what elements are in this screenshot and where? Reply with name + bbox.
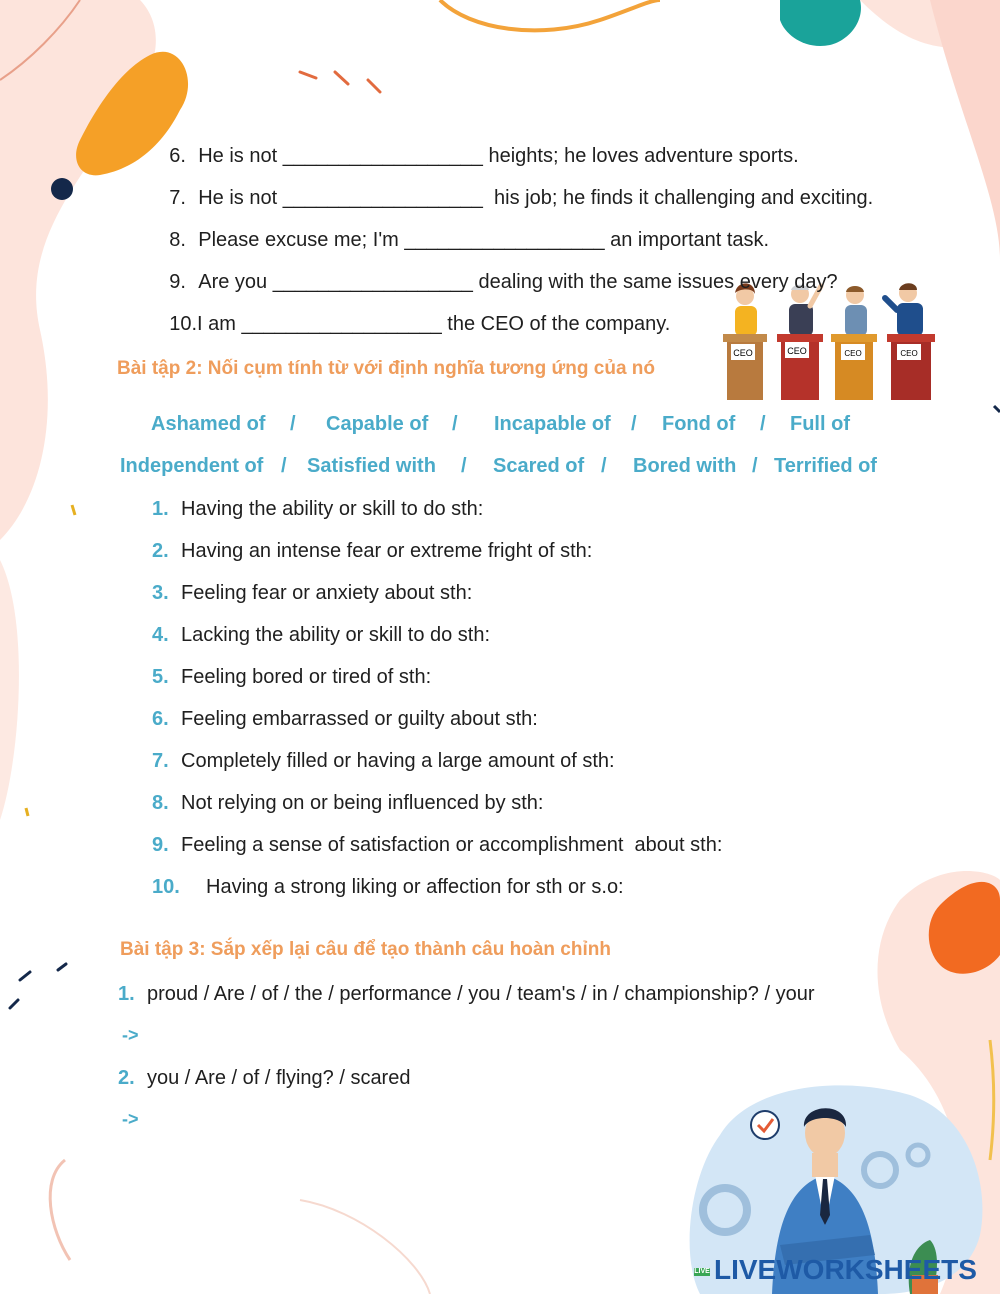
live-badge-icon: LIVE bbox=[694, 1267, 710, 1275]
answer-arrow-1[interactable]: -> bbox=[122, 1025, 139, 1045]
podium-label: CEO bbox=[787, 346, 807, 356]
podium-label: CEO bbox=[844, 349, 862, 358]
definition-text[interactable]: Completely filled or having a large amount of sth: bbox=[181, 750, 615, 772]
exercise3-item-1 bbox=[118, 982, 815, 1006]
option-independent-of: Independent of bbox=[120, 455, 264, 477]
separator: / bbox=[631, 413, 637, 435]
definition-10 bbox=[152, 875, 624, 899]
option-bored-with: Bored with bbox=[633, 455, 737, 477]
definition-text[interactable]: Feeling embarrassed or guilty about sth: bbox=[181, 708, 538, 730]
definition-number: 5. bbox=[152, 666, 169, 688]
podium-label: CEO bbox=[733, 348, 753, 358]
definition-number: 2. bbox=[152, 540, 169, 562]
option-fond-of: Fond of bbox=[662, 413, 736, 435]
separator: / bbox=[601, 455, 607, 477]
item-text[interactable]: He is not __________________ heights; he loves adventure sports. bbox=[198, 145, 799, 167]
podium-label: CEO bbox=[900, 349, 918, 358]
definition-2 bbox=[152, 539, 592, 563]
item-number: 1. bbox=[118, 983, 135, 1005]
definition-number: 7. bbox=[152, 750, 169, 772]
liveworksheets-logo bbox=[694, 1254, 977, 1286]
definition-number: 9. bbox=[152, 834, 169, 856]
option-scared-of: Scared of bbox=[493, 455, 585, 477]
definition-6 bbox=[152, 707, 538, 731]
definition-text[interactable]: Not relying on or being influenced by sth: bbox=[181, 792, 544, 814]
exercise1-item-10 bbox=[147, 288, 670, 360]
item-number: 2. bbox=[118, 1067, 135, 1089]
definition-text[interactable]: Feeling bored or tired of sth: bbox=[181, 666, 432, 688]
separator: / bbox=[452, 413, 458, 435]
item-text[interactable]: He is not __________________ his job; he finds it challenging and exciting. bbox=[198, 187, 874, 209]
option-full-of: Full of bbox=[790, 413, 850, 435]
item-text[interactable]: I am __________________ the CEO of the company. bbox=[197, 313, 671, 335]
option-capable-of: Capable of bbox=[326, 413, 429, 435]
definition-text[interactable]: Having an intense fear or extreme fright of sth: bbox=[181, 540, 593, 562]
option-ashamed-of: Ashamed of bbox=[151, 413, 266, 435]
definition-number: 3. bbox=[152, 582, 169, 604]
definition-number: 6. bbox=[152, 708, 169, 730]
exercise3-item-2 bbox=[118, 1066, 410, 1090]
separator: / bbox=[290, 413, 296, 435]
definition-3 bbox=[152, 581, 472, 605]
definition-text[interactable]: Having a strong liking or affection for sth or s.o: bbox=[206, 876, 624, 898]
definition-7 bbox=[152, 749, 615, 773]
definition-number: 1. bbox=[152, 498, 169, 520]
separator: / bbox=[760, 413, 766, 435]
option-satisfied-with: Satisfied with bbox=[307, 455, 436, 477]
definition-8 bbox=[152, 791, 543, 815]
definition-text[interactable]: Having the ability or skill to do sth: bbox=[181, 498, 484, 520]
definition-5 bbox=[152, 665, 431, 689]
definition-9 bbox=[152, 833, 722, 857]
answer-arrow-2[interactable]: -> bbox=[122, 1109, 139, 1129]
definition-number: 10. bbox=[152, 876, 180, 898]
definition-number: 8. bbox=[152, 792, 169, 814]
definition-4 bbox=[152, 623, 490, 647]
item-text[interactable]: Please excuse me; I'm __________________ an important task. bbox=[198, 229, 770, 251]
option-terrified-of: Terrified of bbox=[774, 455, 877, 477]
scrambled-sentence: proud / Are / of / the / performance / you / team's / in / championship? / your bbox=[147, 983, 815, 1005]
scrambled-sentence: you / Are / of / flying? / scared bbox=[147, 1067, 411, 1089]
item-number: 10. bbox=[169, 313, 198, 335]
item-number: 7. bbox=[169, 187, 186, 209]
separator: / bbox=[281, 455, 287, 477]
item-number: 6. bbox=[169, 145, 186, 167]
definition-text[interactable]: Feeling fear or anxiety about sth: bbox=[181, 582, 473, 604]
exercise2-title: Bài tập 2: Nối cụm tính từ với định nghĩa tương ứng của nó bbox=[117, 358, 656, 379]
definition-text[interactable]: Feeling a sense of satisfaction or accomplishment about sth: bbox=[181, 834, 723, 856]
brand-text: LIVEWORKSHEETS bbox=[714, 1254, 977, 1285]
option-incapable-of: Incapable of bbox=[494, 413, 611, 435]
separator: / bbox=[461, 455, 467, 477]
exercise3-title: Bài tập 3: Sắp xếp lại câu để tạo thành câu hoàn chỉnh bbox=[120, 939, 611, 960]
definition-number: 4. bbox=[152, 624, 169, 646]
separator: / bbox=[752, 455, 758, 477]
item-text[interactable]: Are you __________________ dealing with the same issues every day? bbox=[198, 271, 838, 293]
item-number: 8. bbox=[169, 229, 186, 251]
definition-1 bbox=[152, 497, 483, 521]
item-number: 9. bbox=[169, 271, 186, 293]
definition-text[interactable]: Lacking the ability or skill to do sth: bbox=[181, 624, 491, 646]
